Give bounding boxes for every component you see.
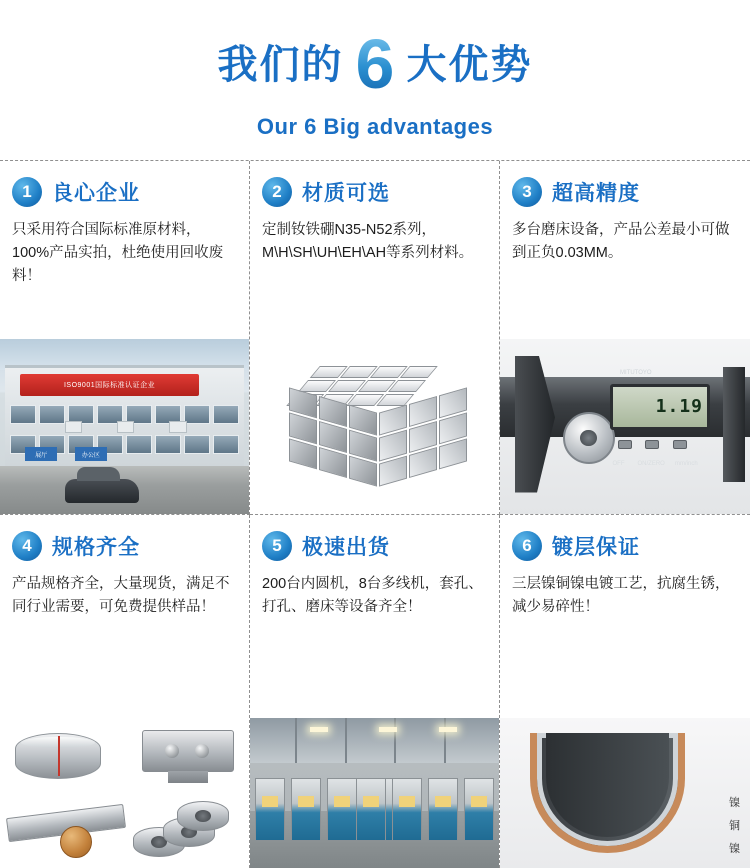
badge-number-4: 4	[12, 531, 42, 561]
page-title	[0, 22, 750, 103]
badge-number-1: 1	[12, 177, 42, 207]
card-header	[262, 175, 487, 209]
card-title-1: 良心企业	[52, 182, 140, 205]
layer-label-2: 铜	[729, 820, 740, 832]
card-desc-5: 200台内圆机，8台多线机，套孔、打孔、磨床等设备齐全！	[262, 575, 483, 615]
advantage-card-3	[500, 161, 750, 515]
workshop-machines-photo	[250, 718, 499, 868]
digital-caliper-photo	[500, 339, 750, 514]
title-big-number: 6	[350, 29, 401, 99]
badge-number-6: 6	[512, 531, 542, 561]
advantages-grid	[0, 160, 750, 868]
card-desc-3: 多台磨床设备，产品公差最小可做到正负0.03MM。	[512, 222, 730, 262]
magnet-cube-photo	[250, 339, 499, 514]
caliper-brand-label: MITUTOYO	[620, 370, 652, 376]
caliper-label-unit: mm/inch	[675, 461, 698, 467]
caliper-label-zero: ON/ZERO	[637, 461, 665, 467]
factory-building-photo	[0, 339, 249, 514]
coating-legend	[729, 794, 740, 856]
card-header	[12, 529, 237, 563]
card-title-6: 镀层保证	[552, 535, 640, 559]
layer-label-3: 镍	[729, 843, 740, 855]
card-title-3: 超高精度	[552, 182, 640, 205]
advantage-card-2	[250, 161, 500, 515]
badge-number-2: 2	[262, 177, 292, 207]
page-subtitle: Our 6 Big advantages	[256, 114, 494, 139]
advantage-card-5	[250, 515, 500, 868]
card-header	[512, 529, 738, 563]
caliper-reading: 1.19	[655, 396, 703, 418]
title-prefix: 我们的	[217, 42, 344, 87]
badge-number-5: 5	[262, 531, 292, 561]
card-desc-4: 产品规格齐全，大量现货，满足不同行业需要，可免费提供样品！	[12, 575, 230, 615]
layer-label-1: 镍	[729, 797, 740, 809]
card-header	[262, 529, 487, 563]
card-title-5: 极速出货	[302, 535, 390, 559]
card-header	[512, 175, 738, 209]
building-sign-2: 办公区	[75, 447, 107, 461]
caliper-label-off: OFF	[612, 461, 625, 467]
assorted-magnets-photo	[0, 718, 249, 868]
title-suffix: 大优势	[406, 42, 533, 87]
card-title-4: 规格齐全	[52, 535, 140, 559]
card-desc-6: 三层镍铜镍电镀工艺，抗腐生锈，减少易碎性！	[512, 575, 730, 615]
badge-number-3: 3	[512, 177, 542, 207]
building-sign-1: 展厅	[25, 447, 57, 461]
advantage-card-1	[0, 161, 250, 515]
card-desc-1: 只采用符合国际标准原材料，100%产品实拍，杜绝使用回收废料！	[12, 222, 224, 285]
advantage-card-6	[500, 515, 750, 868]
building-banner-text: ISO9001国际标准认证企业	[20, 374, 199, 397]
card-title-2: 材质可选	[302, 182, 390, 205]
card-desc-2: 定制钕铁硼N35-N52系列，M\H\SH\UH\EH\AH等系列材料。	[262, 222, 474, 262]
card-header	[12, 175, 237, 209]
poster-header	[0, 0, 750, 160]
advantage-card-4	[0, 515, 250, 868]
coating-layers-photo	[500, 718, 750, 868]
